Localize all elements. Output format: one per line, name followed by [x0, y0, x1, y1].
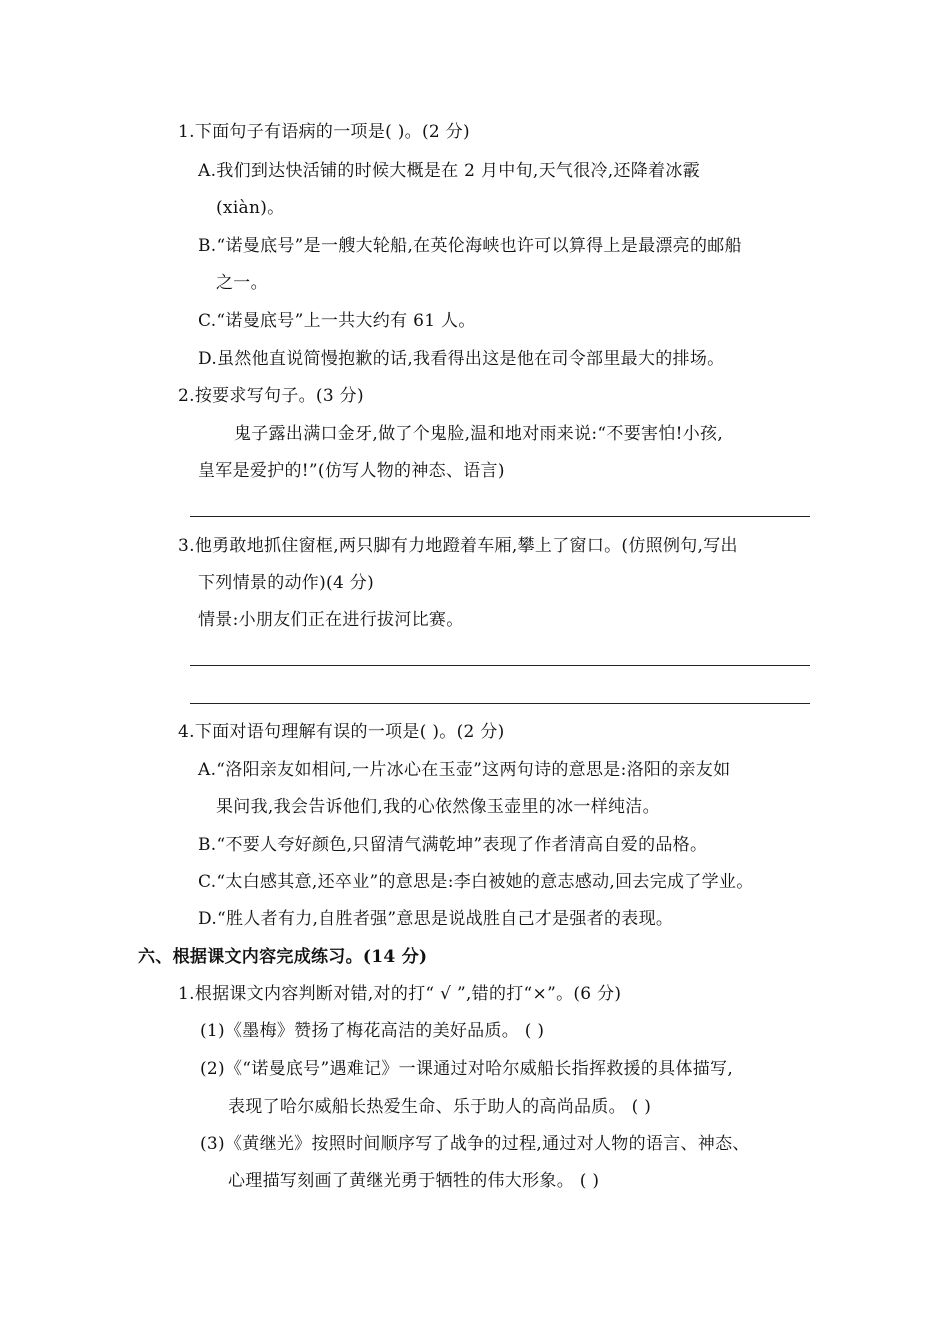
q2-example-line1: 鬼子露出满口金牙,做了个鬼脸,温和地对雨来说:“不要害怕!小孩,: [234, 424, 724, 444]
q2-example-line2: 皇军是爱护的!”(仿写人物的神态、语言): [198, 461, 505, 481]
q1-option-d: D.虽然他直说简慢抱歉的话,我看得出这是他在司令部里最大的排场。: [198, 349, 725, 369]
section-6-item-2-line2: 表现了哈尔威船长热爱生命、乐于助人的高尚品质。 ( ): [228, 1097, 652, 1117]
section-6-item-3-line1: (3)《黄继光》按照时间顺序写了战争的过程,通过对人物的语言、神态、: [200, 1134, 750, 1154]
q1-option-b-line2: 之一。: [216, 273, 268, 293]
q1-option-c: C.“诺曼底号”上一共大约有 61 人。: [198, 311, 476, 331]
q3-stem-line2: 下列情景的动作)(4 分): [198, 573, 375, 593]
q3-answer-line-1[interactable]: [190, 665, 810, 666]
q1-option-b-line1: B.“诺曼底号”是一艘大轮船,在英伦海峡也许可以算得上是最漂亮的邮船: [198, 236, 742, 256]
q3-answer-line-2[interactable]: [190, 703, 810, 704]
q4-option-a-line1: A.“洛阳亲友如相问,一片冰心在玉壶”这两句诗的意思是:洛阳的亲友如: [198, 760, 731, 780]
q4-option-b: B.“不要人夸好颜色,只留清气满乾坤”表现了作者清高自爱的品格。: [198, 835, 708, 855]
q4-option-d: D.“胜人者有力,自胜者强”意思是说战胜自己才是强者的表现。: [198, 909, 674, 929]
q4-option-c: C.“太白感其意,还卒业”的意思是:李白被她的意志感动,回去完成了学业。: [198, 872, 754, 892]
section-6-item-1: (1)《墨梅》赞扬了梅花高洁的美好品质。 ( ): [200, 1021, 545, 1041]
q3-stem-line1: 3.他勇敢地抓住窗框,两只脚有力地蹬着车厢,攀上了窗口。(仿照例句,写出: [178, 536, 738, 556]
q2-stem: 2.按要求写句子。(3 分): [178, 386, 364, 406]
q1-stem: 1.下面句子有语病的一项是( )。(2 分): [178, 122, 470, 142]
q1-option-a-line2: (xiàn)。: [216, 198, 285, 218]
q4-option-a-line2: 果问我,我会告诉他们,我的心依然像玉壶里的冰一样纯洁。: [216, 797, 660, 817]
q1-option-a-line1: A.我们到达快活铺的时候大概是在 2 月中旬,天气很冷,还降着冰霰: [198, 161, 701, 181]
section-6-title: 六、根据课文内容完成练习。(14 分): [138, 947, 428, 967]
section-6-q1-stem: 1.根据课文内容判断对错,对的打“ √ ”,错的打“×”。(6 分): [178, 984, 622, 1004]
q2-answer-line[interactable]: [190, 516, 810, 517]
q4-stem: 4.下面对语句理解有误的一项是( )。(2 分): [178, 722, 505, 742]
section-6-item-2-line1: (2)《“诺曼底号”遇难记》一课通过对哈尔威船长指挥救援的具体描写,: [200, 1059, 734, 1079]
q3-scene: 情景:小朋友们正在进行拔河比赛。: [198, 610, 464, 630]
section-6-item-3-line2: 心理描写刻画了黄继光勇于牺牲的伟大形象。 ( ): [228, 1171, 600, 1191]
